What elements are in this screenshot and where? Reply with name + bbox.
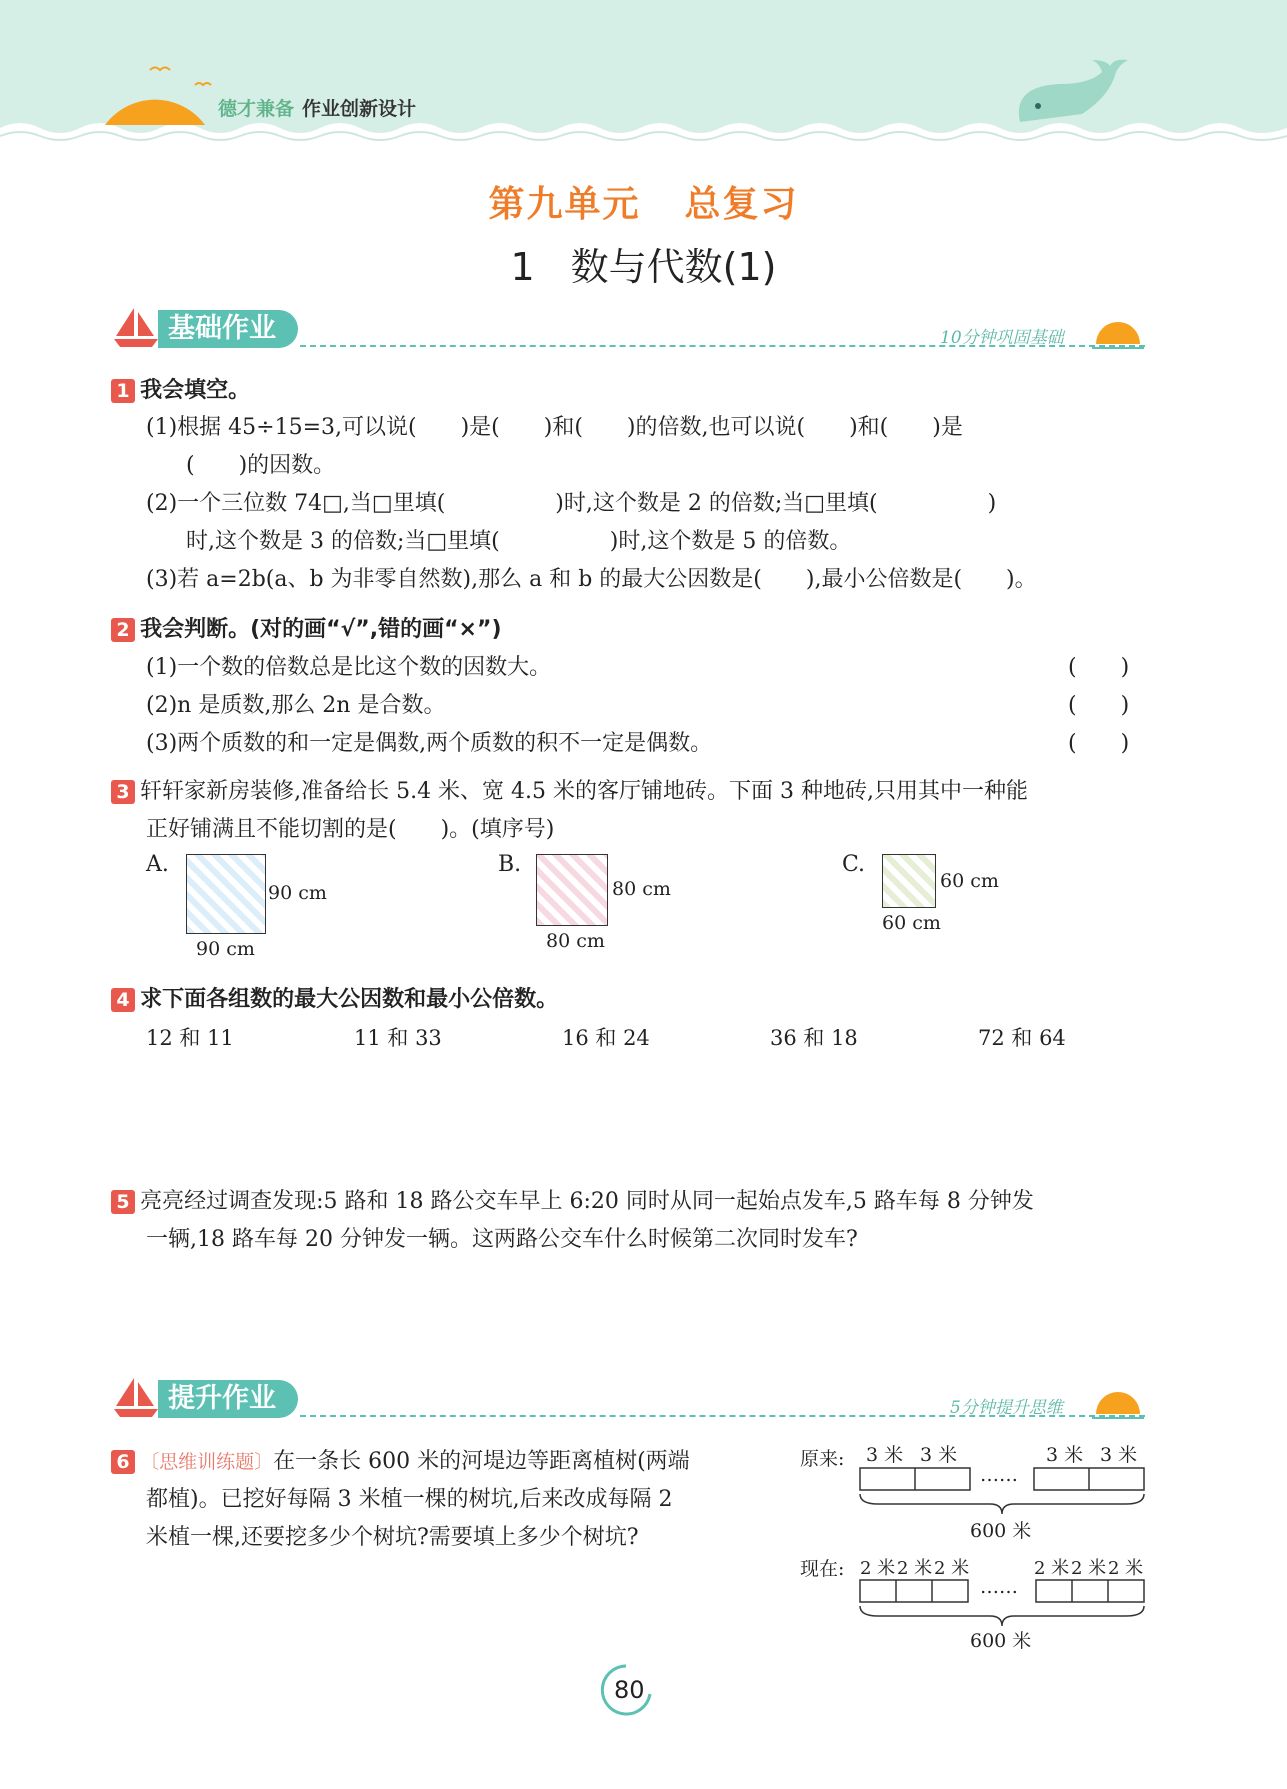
question-number: 3 [111,780,135,804]
after-seg-3: 2 米 [934,1558,970,1579]
lesson-name: 数与代数(1) [570,245,777,289]
q3-line-2: 正好铺满且不能切割的是( )。(填序号) [146,817,555,842]
unit-title [0,176,1287,227]
question-number: 4 [111,988,135,1012]
tile-c-side: 60 cm [940,870,999,892]
q1-line-5: (3)若 a=2b(a、b 为非零自然数),那么 a 和 b 的最大公因数是( ),最小公倍数是( )。 [146,567,1037,592]
pair-5: 72 和 64 [978,1026,1066,1050]
section-basic-label: 基础作业 [158,310,298,348]
q6-line-3: 米植一棵,还要挖多少个树坑?需要填上多少个树坑? [146,1525,639,1550]
before-seg-1: 3 米 [866,1444,904,1466]
after-seg-5: 2 米 [1071,1558,1107,1579]
question-3-header [111,774,1028,805]
before-dots: …… [980,1464,1018,1486]
tile-b-side: 80 cm [612,878,671,900]
sun-small-icon-2 [1092,1388,1144,1420]
tile-c-label: C. [842,852,866,877]
q5-line-2: 一辆,18 路车每 20 分钟发一辆。这两路公交车什么时候第二次同时发车? [146,1227,858,1252]
pair-1: 12 和 11 [146,1026,234,1050]
question-4-header [111,982,558,1013]
lesson-title [0,236,1287,291]
before-diagram [858,1460,1148,1520]
after-seg-4: 2 米 [1034,1558,1070,1579]
q2-paren-3: ( ) [1068,731,1130,756]
pair-2: 11 和 33 [354,1026,442,1050]
question-tag: 〔思维训练题〕 [140,1451,274,1473]
pair-3: 16 和 24 [562,1026,650,1050]
section-basic-tip: 10分钟巩固基础 [940,328,1064,348]
q2-line-3: (3)两个质数的和一定是偶数,两个质数的积不一定是偶数。 [146,731,713,756]
tile-c-bottom: 60 cm [882,912,941,934]
tile-b-bottom: 80 cm [546,930,605,952]
brand-right: 作业创新设计 [302,98,417,120]
before-label: 原来: [800,1448,845,1470]
q2-paren-2: ( ) [1068,693,1130,718]
question-number: 2 [111,618,135,642]
before-total: 600 米 [970,1520,1032,1542]
q3-line-1: 轩轩家新房装修,准备给长 5.4 米、宽 4.5 米的客厅铺地砖。下面 3 种地砖,只用其中一种能 [140,779,1029,804]
q1-line-4: 时,这个数是 3 的倍数;当□里填( )时,这个数是 5 的倍数。 [186,529,852,554]
after-dots: …… [980,1576,1018,1598]
question-5-header [111,1184,1034,1215]
whale-icon [1019,60,1128,122]
brand-left: 德才兼备 [218,98,295,120]
after-diagram [858,1572,1148,1632]
q2-line-2: (2)n 是质数,那么 2n 是合数。 [146,693,446,718]
question-2-header [111,612,502,643]
question-number: 1 [111,379,135,403]
after-seg-2: 2 米 [897,1558,933,1579]
question-number: 6 [111,1450,135,1474]
sun-small-icon [1092,318,1144,350]
q2-line-1: (1)一个数的倍数总是比这个数的因数大。 [146,655,552,680]
before-seg-3: 3 米 [1046,1444,1084,1466]
tile-a-label: A. [146,852,169,877]
question-title: 求下面各组数的最大公因数和最小公倍数。 [140,987,559,1012]
tile-c [882,854,936,908]
bird-icon [150,68,170,71]
question-6-header [111,1444,690,1475]
tile-a-side: 90 cm [268,882,327,904]
after-seg-1: 2 米 [860,1558,896,1579]
question-title: 我会判断。(对的画“√”,错的画“×”) [140,617,502,642]
brand [218,94,416,121]
q5-line-1: 亮亮经过调查发现:5 路和 18 路公交车早上 6:20 同时从同一起始点发车,5 路车每 8 分钟发 [140,1189,1034,1214]
q1-line-3: (2)一个三位数 74□,当□里填( )时,这个数是 2 的倍数;当□里填( ) [146,491,997,516]
sailboat-icon-2 [112,1376,160,1420]
q1-line-2: ( )的因数。 [186,453,336,478]
q6-line-2: 都植)。已挖好每隔 3 米植一棵的树坑,后来改成每隔 2 [146,1487,673,1512]
after-label: 现在: [800,1558,845,1580]
question-number: 5 [111,1190,135,1214]
section-advanced-tip: 5分钟提升思维 [950,1398,1063,1418]
tile-b [536,854,608,926]
before-seg-4: 3 米 [1100,1444,1138,1466]
question-title: 我会填空。 [140,378,251,403]
tile-a [186,854,266,934]
before-seg-2: 3 米 [920,1444,958,1466]
q1-line-1: (1)根据 45÷15=3,可以说( )是( )和( )的倍数,也可以说( )和( )是 [146,415,963,440]
lesson-number: 1 [510,245,535,289]
after-total: 600 米 [970,1630,1032,1652]
after-seg-6: 2 米 [1108,1558,1144,1579]
section-advanced-label: 提升作业 [158,1380,298,1418]
header-decoration [0,0,1287,160]
page-number: 80 [614,1676,645,1704]
question-1-header [111,373,250,404]
bird-icon-2 [195,83,211,85]
sun-icon [105,100,205,125]
unit-name: 总复习 [684,184,799,225]
q2-paren-1: ( ) [1068,655,1130,680]
tile-a-bottom: 90 cm [196,938,255,960]
unit-number: 第九单元 [488,184,641,225]
sailboat-icon [112,306,160,350]
pair-4: 36 和 18 [770,1026,858,1050]
q6-line-1: 在一条长 600 米的河堤边等距离植树(两端 [273,1449,690,1474]
tile-b-label: B. [498,852,522,877]
